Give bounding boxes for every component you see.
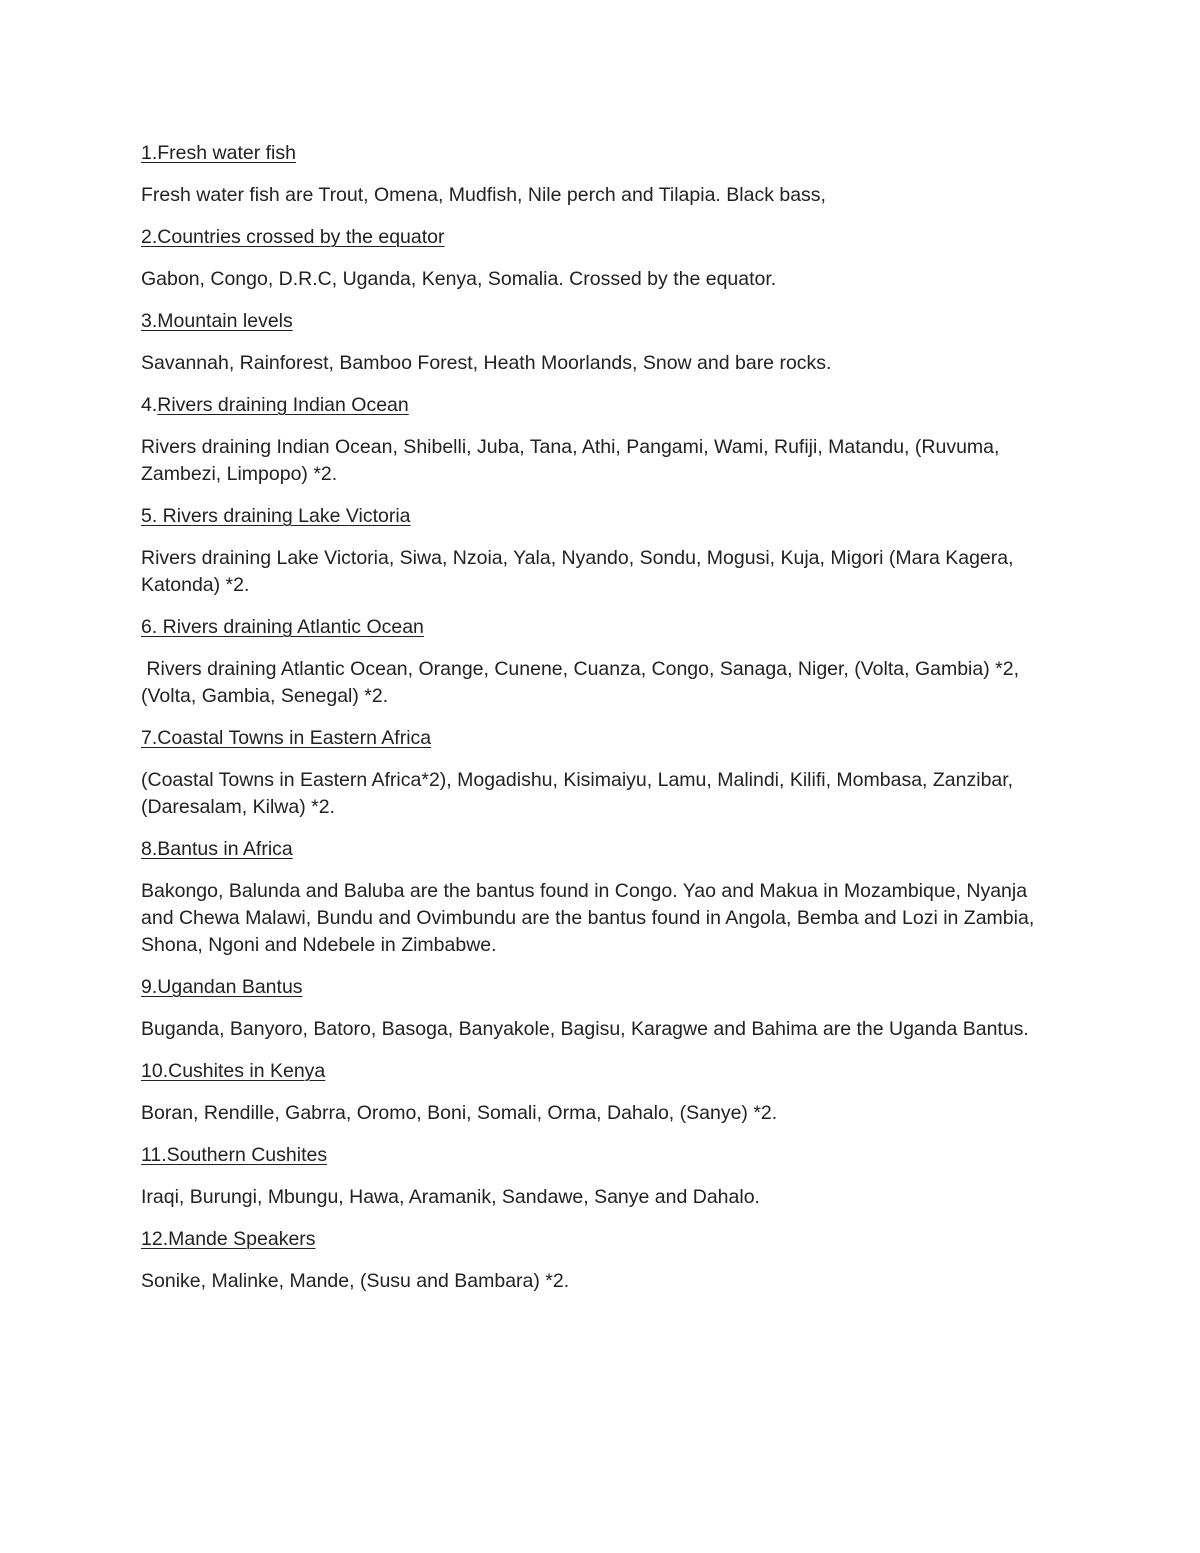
section-body: Rivers draining Lake Victoria, Siwa, Nzoia, Yala, Nyando, Sondu, Mogusi, Kuja, Migori (Mara Kagera, Katonda) *2.	[141, 547, 1019, 596]
section-fresh-water-fish	[141, 140, 1061, 209]
section-heading: 10.Cushites in Kenya	[141, 1060, 326, 1082]
section-coastal-towns	[141, 725, 1061, 821]
section-body: Gabon, Congo, D.R.C, Uganda, Kenya, Somalia. Crossed by the equator.	[141, 268, 777, 290]
section-countries-equator	[141, 224, 1061, 293]
section-southern-cushites	[141, 1142, 1061, 1211]
section-body: Buganda, Banyoro, Batoro, Basoga, Banyakole, Bagisu, Karagwe and Bahima are the Uganda Bantus.	[141, 1018, 1029, 1040]
section-rivers-lake-victoria	[141, 503, 1061, 599]
section-heading: 12.Mande Speakers	[141, 1228, 316, 1250]
section-heading: 8.Bantus in Africa	[141, 838, 293, 860]
section-body: Bakongo, Balunda and Baluba are the bantus found in Congo. Yao and Makua in Mozambique, Nyanja and Chewa Malawi, Bundu and Ovimbundu are the bantus found in Angola, Bemba and Lozi in Zambia, Shona, Ngoni and Ndebele in Zimbabwe.	[141, 880, 1040, 956]
section-body: Iraqi, Burungi, Mbungu, Hawa, Aramanik, Sandawe, Sanye and Dahalo.	[141, 1186, 760, 1208]
section-cushites-kenya	[141, 1058, 1061, 1127]
section-rivers-atlantic-ocean	[141, 614, 1061, 710]
section-heading: 6. Rivers draining Atlantic Ocean	[141, 616, 424, 638]
section-body: (Coastal Towns in Eastern Africa*2), Mogadishu, Kisimaiyu, Lamu, Malindi, Kilifi, Mombasa, Zanzibar, (Daresalam, Kilwa) *2.	[141, 769, 1019, 818]
section-heading: 9.Ugandan Bantus	[141, 976, 303, 998]
section-body: Savannah, Rainforest, Bamboo Forest, Heath Moorlands, Snow and bare rocks.	[141, 352, 832, 374]
section-body: Fresh water fish are Trout, Omena, Mudfish, Nile perch and Tilapia. Black bass,	[141, 184, 826, 206]
section-heading: 2.Countries crossed by the equator	[141, 226, 445, 248]
section-heading: 11.Southern Cushites	[141, 1144, 328, 1166]
section-body: Sonike, Malinke, Mande, (Susu and Bambara) *2.	[141, 1270, 570, 1292]
section-heading: 5. Rivers draining Lake Victoria	[141, 505, 411, 527]
section-mountain-levels	[141, 308, 1061, 377]
section-heading: 7.Coastal Towns in Eastern Africa	[141, 727, 432, 749]
section-body: Rivers draining Atlantic Ocean, Orange, Cunene, Cuanza, Congo, Sanaga, Niger, (Volta, Gambia) *2, (Volta, Gambia, Senegal) *2.	[141, 658, 1025, 707]
section-rivers-indian-ocean	[141, 392, 1061, 488]
section-mande-speakers	[141, 1226, 1061, 1295]
section-heading: 1.Fresh water fish	[141, 142, 296, 164]
section-body: Rivers draining Indian Ocean, Shibelli, Juba, Tana, Athi, Pangami, Wami, Rufiji, Matandu, (Ruvuma, Zambezi, Limpopo) *2.	[141, 436, 1005, 485]
document-page	[141, 140, 1061, 1310]
section-heading: 4.Rivers draining Indian Ocean	[141, 394, 409, 416]
section-body: Boran, Rendille, Gabrra, Oromo, Boni, Somali, Orma, Dahalo, (Sanye) *2.	[141, 1102, 778, 1124]
section-ugandan-bantus	[141, 974, 1061, 1043]
section-bantus-africa	[141, 836, 1061, 959]
section-number: 4.	[141, 394, 158, 416]
section-heading: 3.Mountain levels	[141, 310, 293, 332]
